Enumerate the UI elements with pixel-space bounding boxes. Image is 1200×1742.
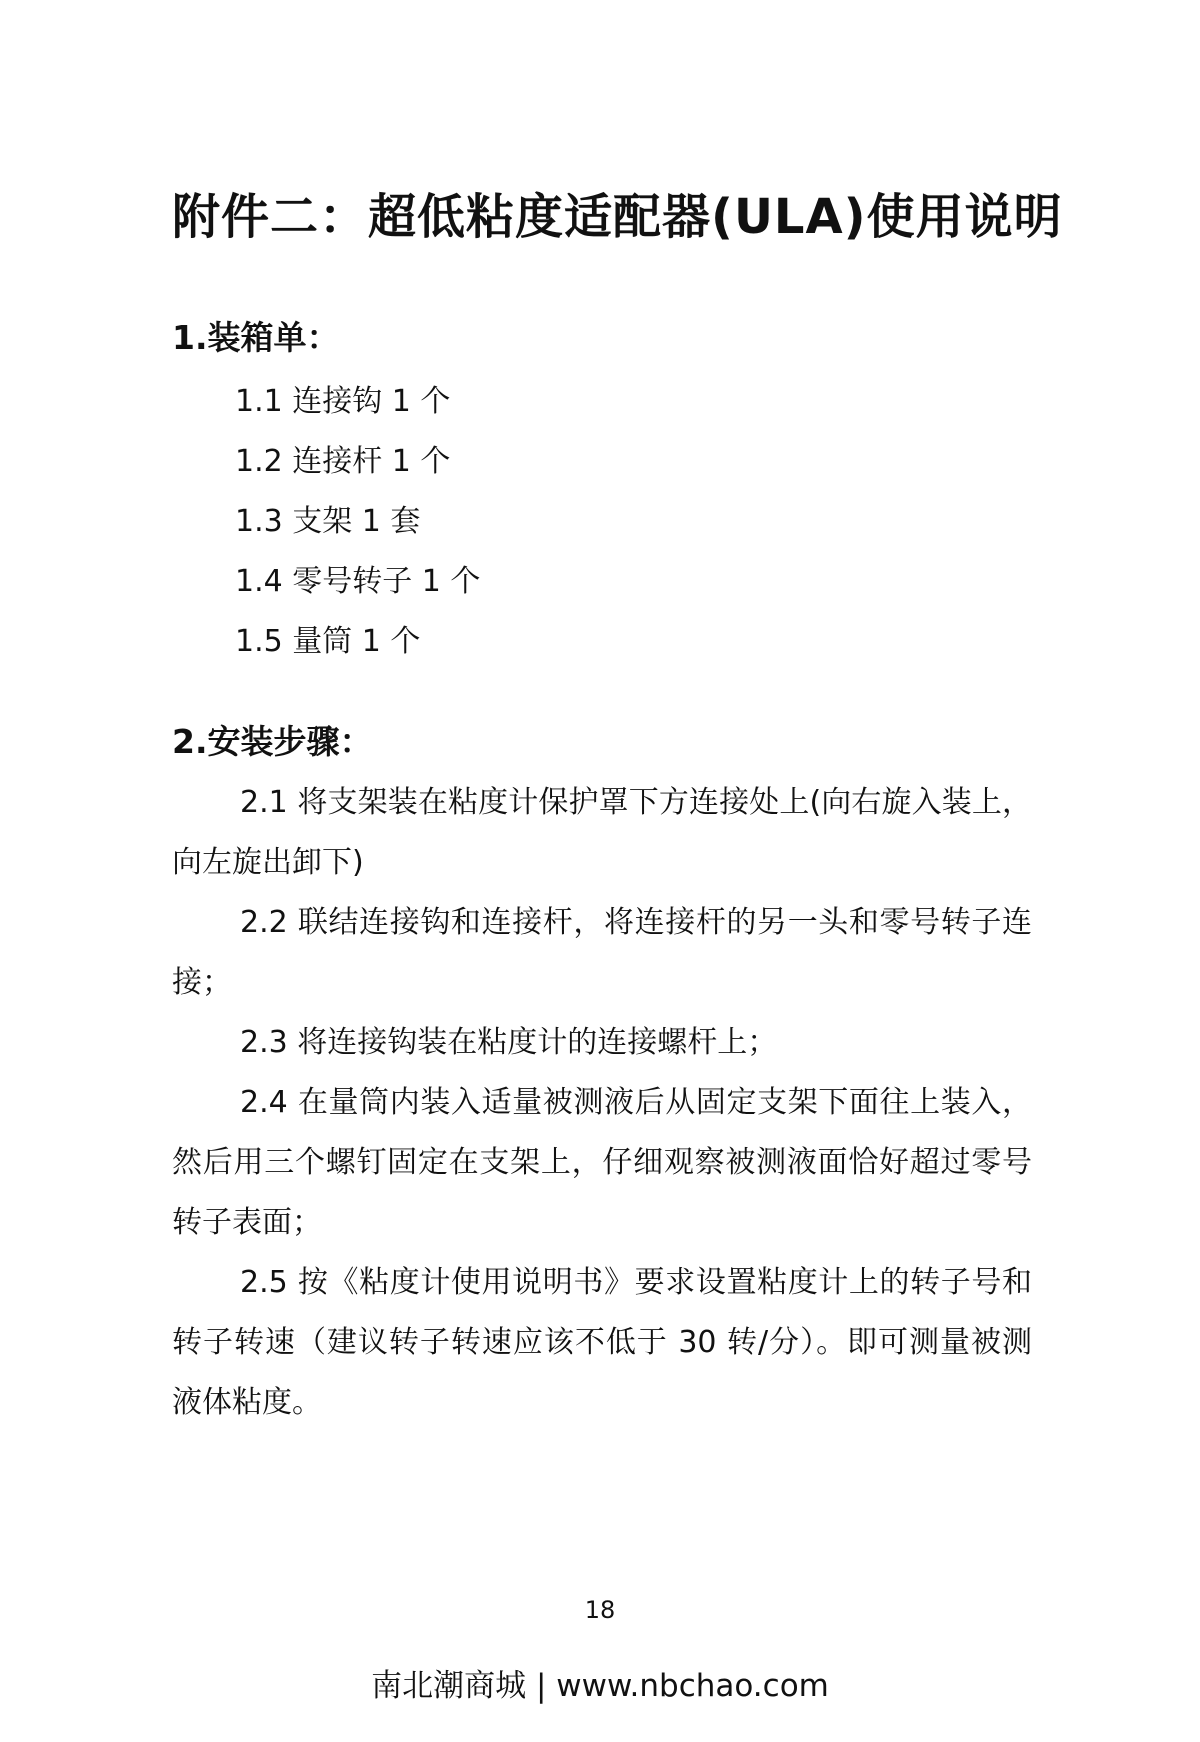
packing-list-heading: 1.装箱单： bbox=[172, 318, 340, 357]
page-number: 18 bbox=[584, 1596, 616, 1624]
packing-item: 1.4 零号转子 1 个 bbox=[235, 564, 481, 599]
packing-item: 1.2 连接杆 1 个 bbox=[235, 444, 451, 479]
installation-step: 2.2 联结连接钩和连接杆，将连接杆的另一头和零号转子连接； bbox=[172, 905, 1032, 1000]
installation-step: 2.1 将支架装在粘度计保护罩下方连接处上(向右旋入装上，向左旋出卸下) bbox=[172, 785, 1032, 880]
packing-item: 1.5 量筒 1 个 bbox=[235, 624, 421, 659]
installation-heading: 2.安装步骤： bbox=[172, 722, 373, 761]
footer-watermark: 南北潮商城 | www.nbchao.com bbox=[371, 1668, 829, 1704]
packing-item: 1.1 连接钩 1 个 bbox=[235, 384, 451, 419]
installation-step: 2.5 按《粘度计使用说明书》要求设置粘度计上的转子号和转子转速（建议转子转速应该不低于 30 转/分）。即可测量被测液体粘度。 bbox=[172, 1265, 1032, 1420]
document-title: 附件二：超低粘度适配器(ULA)使用说明 bbox=[172, 189, 1063, 245]
installation-step: 2.3 将连接钩装在粘度计的连接螺杆上； bbox=[240, 1025, 778, 1060]
installation-step: 2.4 在量筒内装入适量被测液后从固定支架下面往上装入，然后用三个螺钉固定在支架上，仔细观察被测液面恰好超过零号转子表面； bbox=[172, 1085, 1032, 1240]
packing-item: 1.3 支架 1 套 bbox=[235, 504, 421, 539]
